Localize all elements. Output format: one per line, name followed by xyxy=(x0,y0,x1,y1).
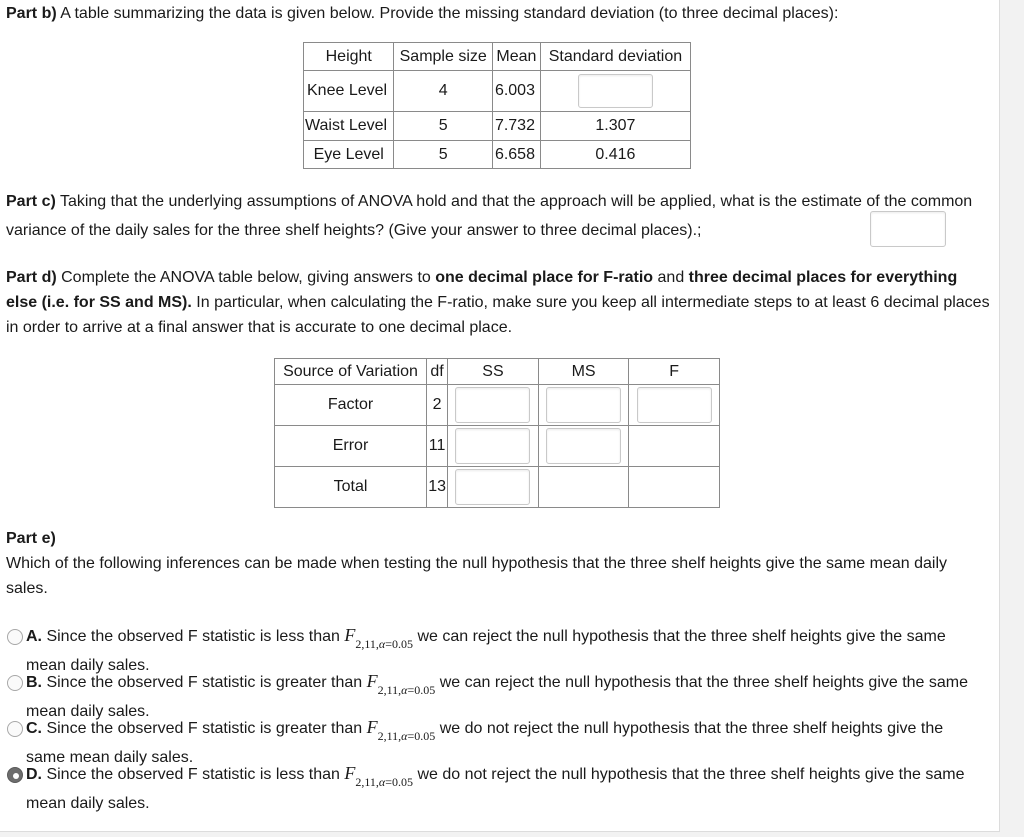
f-critical-value: $F_{2,11,\alpha=0.05}$ xyxy=(366,717,436,743)
part-d-bold-1: one decimal place for F-ratio xyxy=(435,269,654,286)
ms-cell xyxy=(538,385,629,426)
anova-table xyxy=(274,358,720,508)
ms-cell-empty xyxy=(538,467,629,508)
error-ss-input[interactable] xyxy=(455,428,530,464)
part-d-label: Part d) xyxy=(6,269,57,286)
header-sd: Standard deviation xyxy=(540,43,690,71)
part-b-prompt xyxy=(6,1,991,26)
row-df: 2 xyxy=(427,385,448,426)
row-mean: 6.003 xyxy=(492,71,540,112)
part-b-text: A table summarizing the data is given below. Provide the missing standard deviation (to three decimal places): xyxy=(56,5,839,22)
table-row xyxy=(275,467,720,508)
table-row xyxy=(304,141,691,169)
row-n: 4 xyxy=(394,71,492,112)
part-d-text-3: In particular, when calculating the F-ratio, make sure you keep all intermediate steps to at least 6 decimal places in order to arrive at a final answer that is accurate to one decimal place. xyxy=(6,294,990,336)
f-critical-value: $F_{2,11,\alpha=0.05}$ xyxy=(344,625,414,651)
row-source: Error xyxy=(275,426,427,467)
part-b-label: Part b) xyxy=(6,5,57,22)
f-critical-value: $F_{2,11,\alpha=0.05}$ xyxy=(344,763,414,789)
header-ms: MS xyxy=(538,359,629,385)
row-height: Waist Level xyxy=(304,112,394,141)
part-d-text-1: Complete the ANOVA table below, giving answers to xyxy=(56,269,436,286)
part-e-label: Part e) xyxy=(6,530,56,547)
option-d[interactable]: D. Since the observed F statistic is less than $F_{2,11,\alpha=0.05}$ we do not reject the null hypothesis that the three shelf heights give the same mean daily sales. xyxy=(26,763,965,812)
row-sd-cell xyxy=(540,71,690,112)
f-cell-empty xyxy=(629,426,720,467)
header-height: Height xyxy=(304,43,394,71)
row-sd: 1.307 xyxy=(540,112,690,141)
option-a-radio[interactable] xyxy=(7,629,23,645)
row-mean: 6.658 xyxy=(492,141,540,169)
table-row xyxy=(275,385,720,426)
f-cell xyxy=(629,385,720,426)
option-c[interactable]: C. Since the observed F statistic is greater than $F_{2,11,\alpha=0.05}$ we do not reject the null hypothesis that the three shelf heights give the same mean daily sales. xyxy=(26,717,944,766)
header-mean: Mean xyxy=(492,43,540,71)
part-d-bold-2: three decimal places for everything else (i.e. for SS and MS). xyxy=(6,269,958,311)
option-c-radio[interactable] xyxy=(7,721,23,737)
ss-cell xyxy=(448,426,539,467)
total-ss-input[interactable] xyxy=(455,469,530,505)
part-e-question: Which of the following inferences can be made when testing the null hypothesis that the three shelf heights give the same mean daily sales. xyxy=(6,555,947,597)
part-d-text-2: and xyxy=(653,269,689,286)
header-source: Source of Variation xyxy=(275,359,427,385)
factor-f-input[interactable] xyxy=(637,387,712,423)
part-c-prompt xyxy=(6,187,991,245)
part-c-text: Taking that the underlying assumptions of ANOVA hold and that the approach will be applied, what is the estimate of the common variance of the daily sales for the three shelf heights? (Give your answer to three decimal places).; xyxy=(6,193,973,239)
option-a[interactable]: A. Since the observed F statistic is less than $F_{2,11,\alpha=0.05}$ we can reject the null hypothesis that the three shelf heights give the same mean daily sales. xyxy=(26,625,946,674)
table-row xyxy=(304,112,691,141)
ss-cell xyxy=(448,467,539,508)
summary-table xyxy=(303,42,691,169)
ms-cell xyxy=(538,426,629,467)
part-c-label: Part c) xyxy=(6,193,56,210)
f-cell-empty xyxy=(629,467,720,508)
f-critical-value: $F_{2,11,\alpha=0.05}$ xyxy=(366,671,436,697)
row-n: 5 xyxy=(394,141,492,169)
option-b[interactable]: B. Since the observed F statistic is greater than $F_{2,11,\alpha=0.05}$ we can reject the null hypothesis that the three shelf heights give the same mean daily sales. xyxy=(26,671,969,720)
row-n: 5 xyxy=(394,112,492,141)
common-variance-input[interactable] xyxy=(870,211,946,247)
sd-input[interactable] xyxy=(578,74,653,108)
row-sd: 0.416 xyxy=(540,141,690,169)
row-df: 11 xyxy=(427,426,448,467)
row-mean: 7.732 xyxy=(492,112,540,141)
row-source: Total xyxy=(275,467,427,508)
header-f: F xyxy=(629,359,720,385)
row-source: Factor xyxy=(275,385,427,426)
header-ss: SS xyxy=(448,359,539,385)
header-df: df xyxy=(427,359,448,385)
factor-ms-input[interactable] xyxy=(546,387,621,423)
row-height: Knee Level xyxy=(304,71,394,112)
header-sample-size: Sample size xyxy=(394,43,492,71)
table-row xyxy=(304,71,691,112)
error-ms-input[interactable] xyxy=(546,428,621,464)
option-d-radio-selected[interactable] xyxy=(7,767,23,783)
part-d-prompt xyxy=(6,265,991,340)
row-df: 13 xyxy=(427,467,448,508)
ss-cell xyxy=(448,385,539,426)
option-b-radio[interactable] xyxy=(7,675,23,691)
factor-ss-input[interactable] xyxy=(455,387,530,423)
row-height: Eye Level xyxy=(304,141,394,169)
table-row xyxy=(275,426,720,467)
